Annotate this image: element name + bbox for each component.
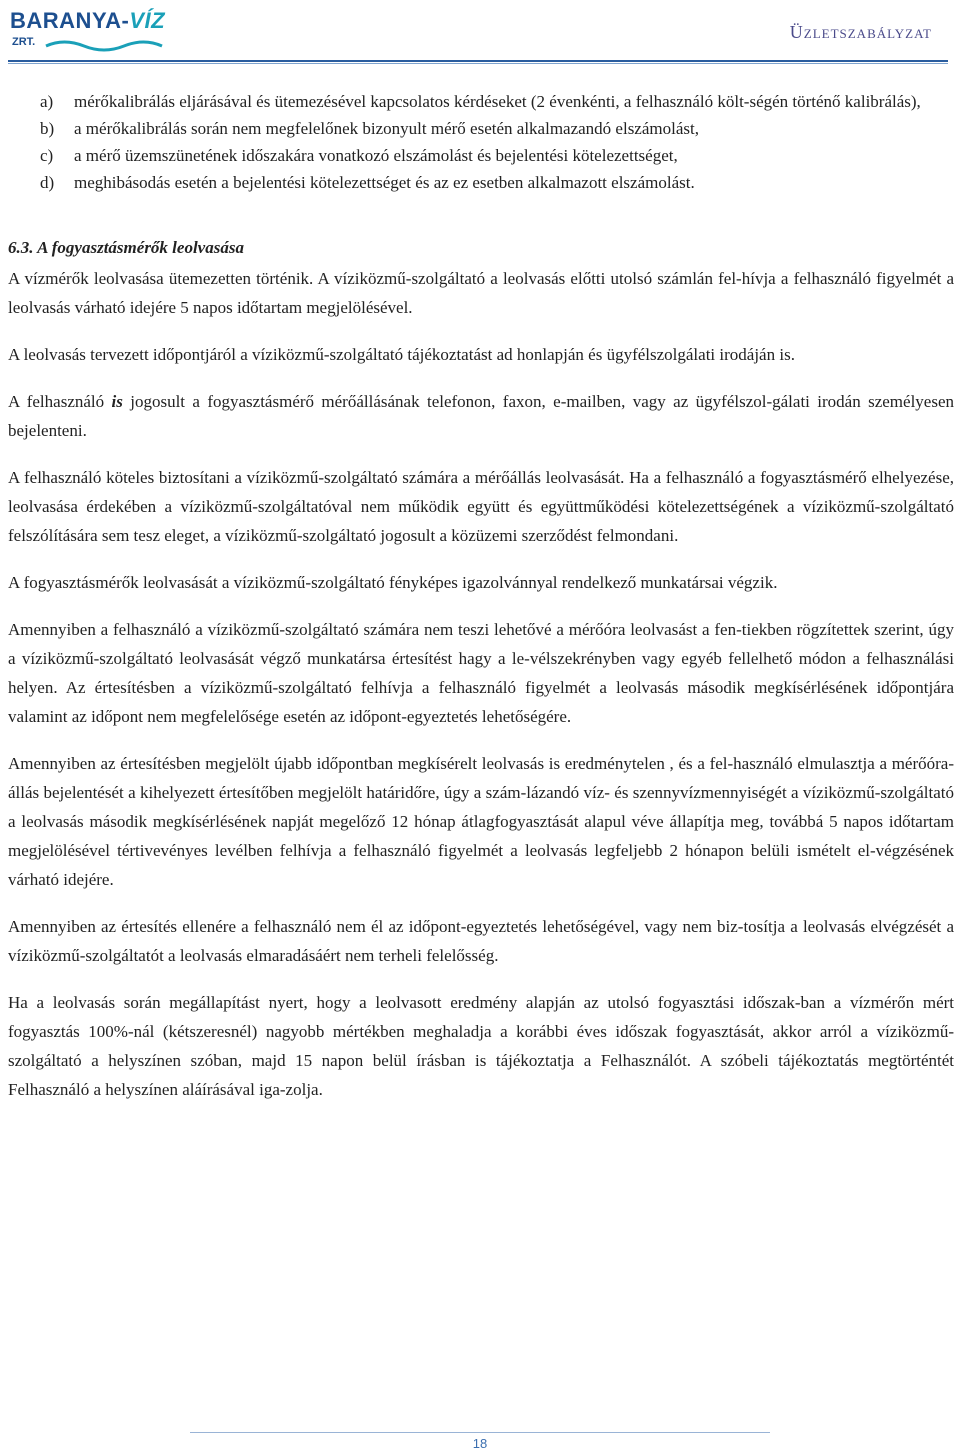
list-item — [40, 169, 940, 196]
list-item — [40, 142, 940, 169]
paragraph — [8, 387, 954, 445]
wave-icon — [44, 40, 164, 52]
section-heading — [8, 236, 954, 260]
list-item-text: mérőkalibrálás eljárásával és ütemezésével kapcsolatos kérdéseket (2 évenkénti, a felhasználó költ-ségén történő kalibrálás), — [74, 92, 921, 111]
list-item — [40, 88, 940, 115]
paragraph: Ha a leolvasás során megállapítást nyert, hogy a leolvasott eredmény alapján az utolsó fogyasztási időszak-ban a vízmérőn mért fogyasztás 100%-nál (kétszeresnél) nagyobb mértékben meghaladja a korábbi éves időszak fogyasztását, akkor arról a víziközmű-szolgáltató a helyszínen szóban, majd 15 napon belül írásban is tájékoztatja a Felhasználót. A szóbeli tájékoztatás megtörténtét Felhasználó a helyszínen aláírásával iga-zolja. — [8, 993, 954, 1099]
list-item — [40, 115, 940, 142]
header-divider-thin — [8, 63, 948, 64]
section-meter-reading — [8, 236, 954, 1122]
paragraph: Amennyiben az értesítésben megjelölt újabb időpontban megkísérelt leolvasás is eredménytelen , és a fel-használó elmulasztja a mérőóra-állás bejelentését a kihelyezett értesítőben megjelölt határidőre, úgy a szám-lázandó víz- és szennyvízmennyiségét a víziközmű-szolgáltató a leolvasás második megkísérlésének napját megelőző 12 hónap átlagfogyasztását alapul véve állapítja meg, továbbá 5 napos időtartam megjelölésével tértivevényes levélben felhívja a felhasználó figyelmét a leolvasás legfeljebb 2 hónapon belüli ismételt el-végzésének várható idejére. — [8, 754, 954, 889]
page-number: 18 — [472, 1436, 488, 1451]
paragraph: A fogyasztásmérők leolvasását a víziközmű-szolgáltató fényképes igazolvánnyal rendelkező munkatársai végzik. — [8, 573, 778, 592]
topic-list — [40, 88, 940, 196]
document-title: Üzletszabályzat — [789, 22, 932, 42]
paragraph: Amennyiben a felhasználó a víziközmű-szolgáltató számára nem teszi lehetővé a mérőóra leolvasást a fen-tiekben rögzítettek szerint, úgy a víziközmű-szolgáltató leolvasását végző munkatársa értesítést hagy a le-vélszekrényben vagy egyéb fellelhető módon a felhasználási helyen. Az értesítésben a víziközmű-szolgáltató felhívja a felhasználó figyelmét a leolvasás második megkísérlésének időpontjára valamint az időpont nem megfelelősége esetén az időpont-egyeztetés lehetőségére. — [8, 620, 954, 726]
list-item-text: a mérő üzemszünetének időszakára vonatkozó elszámolást és bejelentési kötelezettséget, — [74, 146, 678, 165]
list-item-label: a) — [40, 92, 54, 111]
list-item-label: b) — [40, 119, 55, 138]
footer-divider — [190, 1432, 770, 1433]
page-header — [0, 0, 960, 60]
paragraph: A vízmérők leolvasása ütemezetten történik. A víziközmű-szolgáltató a leolvasás előtti utolsó számlán fel-hívja a felhasználó figyelmét a leolvasás várható idejére 5 napos időtartam megjelölésével. — [8, 269, 954, 317]
logo-sub-text: ZRT. — [12, 36, 36, 48]
list-item-text: a mérőkalibrálás során nem megfelelőnek bizonyult mérő esetén alkalmazandó elszámolást, — [74, 119, 699, 138]
section-number: 6.3. — [8, 238, 34, 257]
logo-main-text: BARANYA- — [10, 8, 130, 33]
list-item-label: d) — [40, 173, 55, 192]
emphasis-text: is — [111, 392, 123, 411]
logo-accent-text: VÍZ — [129, 8, 166, 33]
header-divider — [8, 60, 948, 62]
paragraph-text: A felhasználó — [8, 392, 112, 411]
list-item-label: c) — [40, 146, 54, 165]
paragraph: A leolvasás tervezett időpontjáról a víziközmű-szolgáltató tájékoztatást ad honlapján és ügyfélszolgálati irodáján is. — [8, 345, 795, 364]
section-title: A fogyasztásmérők leolvasása — [37, 238, 244, 257]
paragraph-text: jogosult a fogyasztásmérő mérőállásának telefonon, faxon, e-mailben, vagy az ügyfélszol-gálati irodán személyesen bejelenteni. — [8, 392, 954, 440]
list-item-text: meghibásodás esetén a bejelentési kötelezettséget és az ez esetben alkalmazott elszámolást. — [74, 173, 695, 192]
paragraph: A felhasználó köteles biztosítani a víziközmű-szolgáltató számára a mérőállás leolvasását. Ha a felhasználó a fogyasztásmérő elhelyezése, leolvasása érdekében a víziközmű-szolgáltatóval nem működik együtt és együttműködési kötelezettségének a víziközmű-szolgáltató felszólítására sem tesz eleget, a víziközmű-szolgáltató jogosult a közüzemi szerződést felmondani. — [8, 468, 954, 545]
paragraph: Amennyiben az értesítés ellenére a felhasználó nem él az időpont-egyeztetés lehetőségével, vagy nem biz-tosítja a leolvasás elvégzését a víziközmű-szolgáltatót a leolvasás elmaradásáért nem terheli felelősség. — [8, 917, 954, 965]
company-logo — [10, 6, 170, 54]
